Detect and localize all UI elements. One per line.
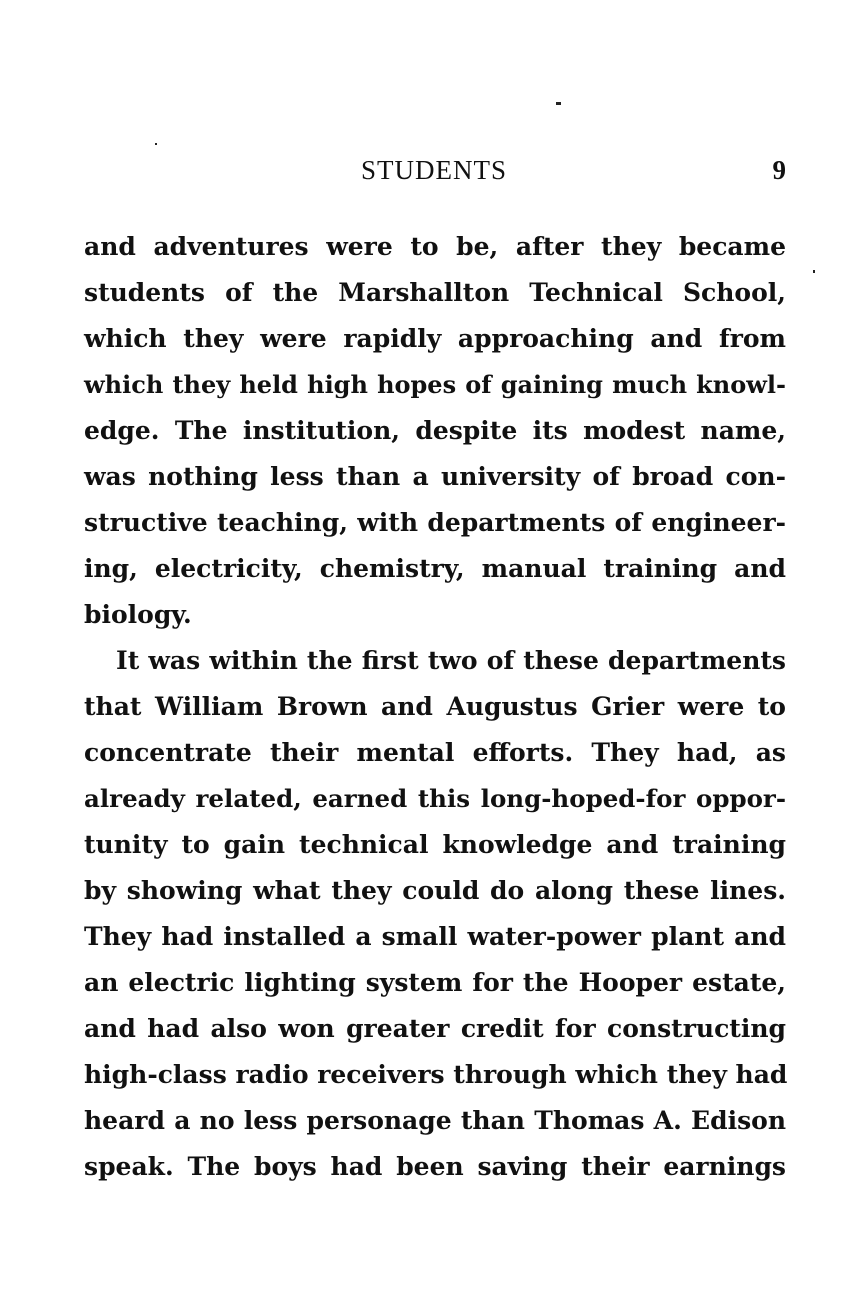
text-line: biology.: [84, 600, 192, 629]
text-line: edge. The institution, despite its modest name,: [84, 416, 786, 445]
text-line: and adventures were to be, after they became: [84, 232, 786, 261]
text-line: It was within the first two of these departments: [116, 646, 786, 675]
text-line: by showing what they could do along these lines.: [84, 876, 786, 905]
text-line: structive teaching, with departments of engineer-: [84, 508, 786, 537]
text-line: which they held high hopes of gaining much knowl-: [84, 370, 786, 399]
print-speck: [813, 270, 815, 273]
text-line: high-class radio receivers through which they had: [84, 1060, 788, 1089]
text-line: which they were rapidly approaching and from: [84, 324, 786, 353]
running-header: [82, 150, 786, 190]
print-speck: [155, 143, 157, 145]
text-line: that William Brown and Augustus Grier were to: [84, 692, 786, 721]
text-line: an electric lighting system for the Hooper estate,: [84, 968, 786, 997]
text-line: heard a no less personage than Thomas A. Edison: [84, 1106, 786, 1135]
print-speck: [556, 102, 561, 105]
running-title: STUDENTS: [360, 155, 507, 185]
text-line: They had installed a small water-power plant and: [84, 922, 786, 951]
text-line: and had also won greater credit for constructing: [84, 1014, 786, 1043]
text-line: tunity to gain technical knowledge and training: [84, 830, 786, 859]
text-line: already related, earned this long-hoped-for oppor-: [84, 784, 786, 813]
text-line: ing, electricity, chemistry, manual training and: [84, 554, 786, 583]
text-line: concentrate their mental efforts. They had, as: [84, 738, 786, 767]
text-line: speak. The boys had been saving their earnings: [84, 1152, 786, 1181]
text-line: was nothing less than a university of broad con-: [84, 462, 786, 491]
text-line: students of the Marshallton Technical School,: [84, 278, 786, 307]
page-number: 9: [772, 155, 786, 185]
body-text: [84, 224, 786, 1190]
